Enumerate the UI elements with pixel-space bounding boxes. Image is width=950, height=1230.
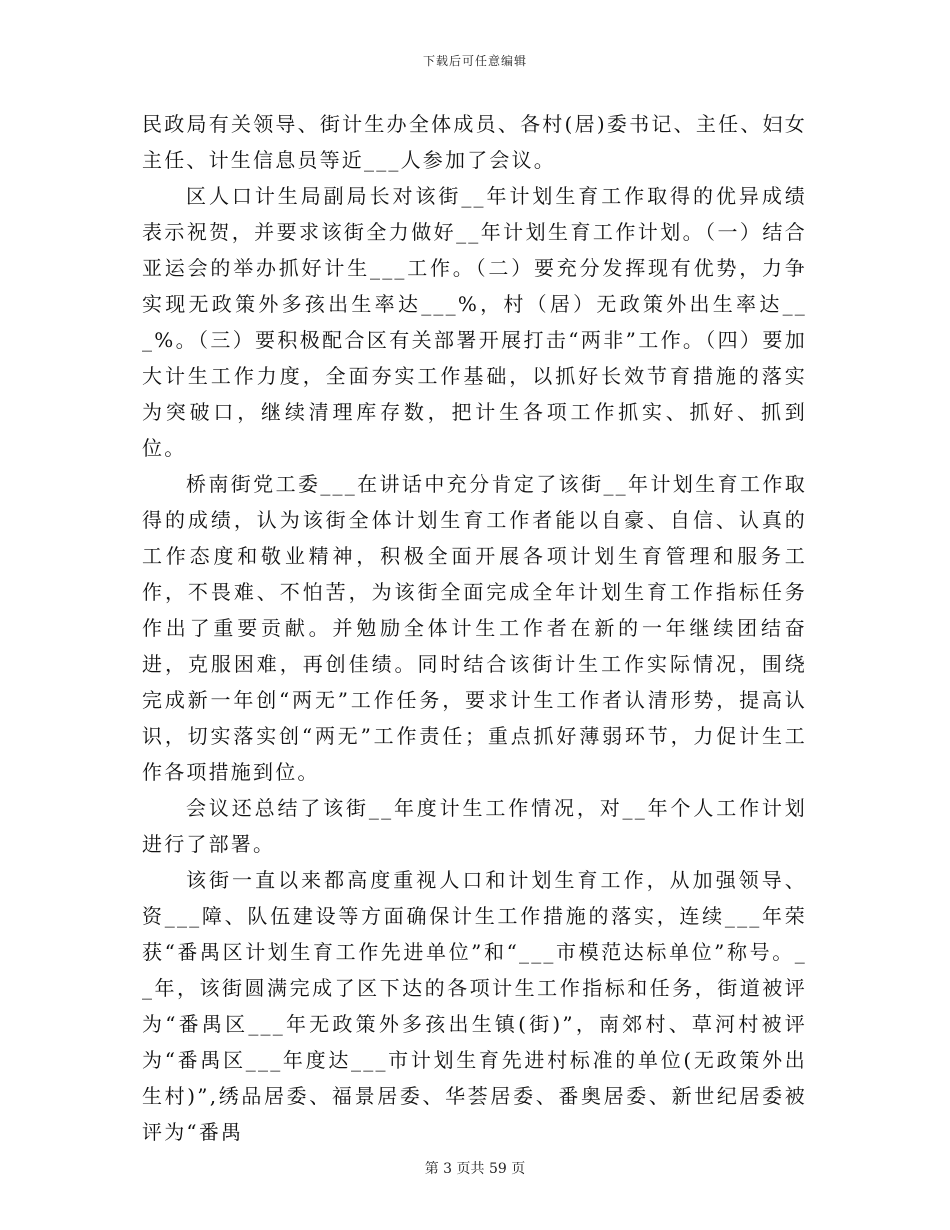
paragraph-5: 该街一直以来都高度重视人口和计划生育工作，从加强领导、资___障、队伍建设等方面确保计生工作措施的落实，连续___年荣获“番禺区计划生育工作先进单位”和“___市模范达标单位”称号。__年，该街圆满完成了区下达的各项计生工作指标和任务，街道被评为“番禺区___年无政策外多孩出生镇(街)”，南郊村、草河村被评为“番禺区___年度达___市计划生育先进村标准的单位(无政策外出生村)”,绣品居委、福景居委、华荟居委、番奥居委、新世纪居委被评为“番禺 xyxy=(142,868,807,1144)
paragraph-1: 民政局有关领导、街计生办全体成员、各村(居)委书记、主任、妇女主任、计生信息员等近___人参加了会议。 xyxy=(142,112,807,172)
paragraph-4: 会议还总结了该街__年度计生工作情况，对__年个人工作计划进行了部署。 xyxy=(142,796,807,856)
document-body xyxy=(142,106,807,1150)
page-footer: 第 3 页共 59 页 xyxy=(424,1161,526,1177)
paragraph-3: 桥南街党工委___在讲话中充分肯定了该街__年计划生育工作取得的成绩，认为该街全体计划生育工作者能以自豪、自信、认真的工作态度和敬业精神，积极全面开展各项计划生育管理和服务工作，不畏难、不怕苦，为该街全面完成全年计划生育工作指标任务作出了重要贡献。并勉励全体计生工作者在新的一年继续团结奋进，克服困难，再创佳绩。同时结合该街计生工作实际情况，围绕完成新一年创“两无”工作任务，要求计生工作者认清形势，提高认识，切实落实创“两无”工作责任；重点抓好薄弱环节，力促计生工作各项措施到位。 xyxy=(142,472,807,784)
page-header: 下载后可任意编辑 xyxy=(422,54,527,68)
paragraph-2: 区人口计生局副局长对该街__年计划生育工作取得的优异成绩表示祝贺，并要求该街全力做好__年计划生育工作计划。（一）结合亚运会的举办抓好计生___工作。（二）要充分发挥现有优势，力争实现无政策外多孩出生率达___%，村（居）无政策外出生率达___%。（三）要积极配合区有关部署开展打击“两非”工作。（四）要加大计生工作力度，全面夯实工作基础，以抓好长效节育措施的落实为突破口，继续清理库存数，把计生各项工作抓实、抓好、抓到位。 xyxy=(142,184,807,460)
